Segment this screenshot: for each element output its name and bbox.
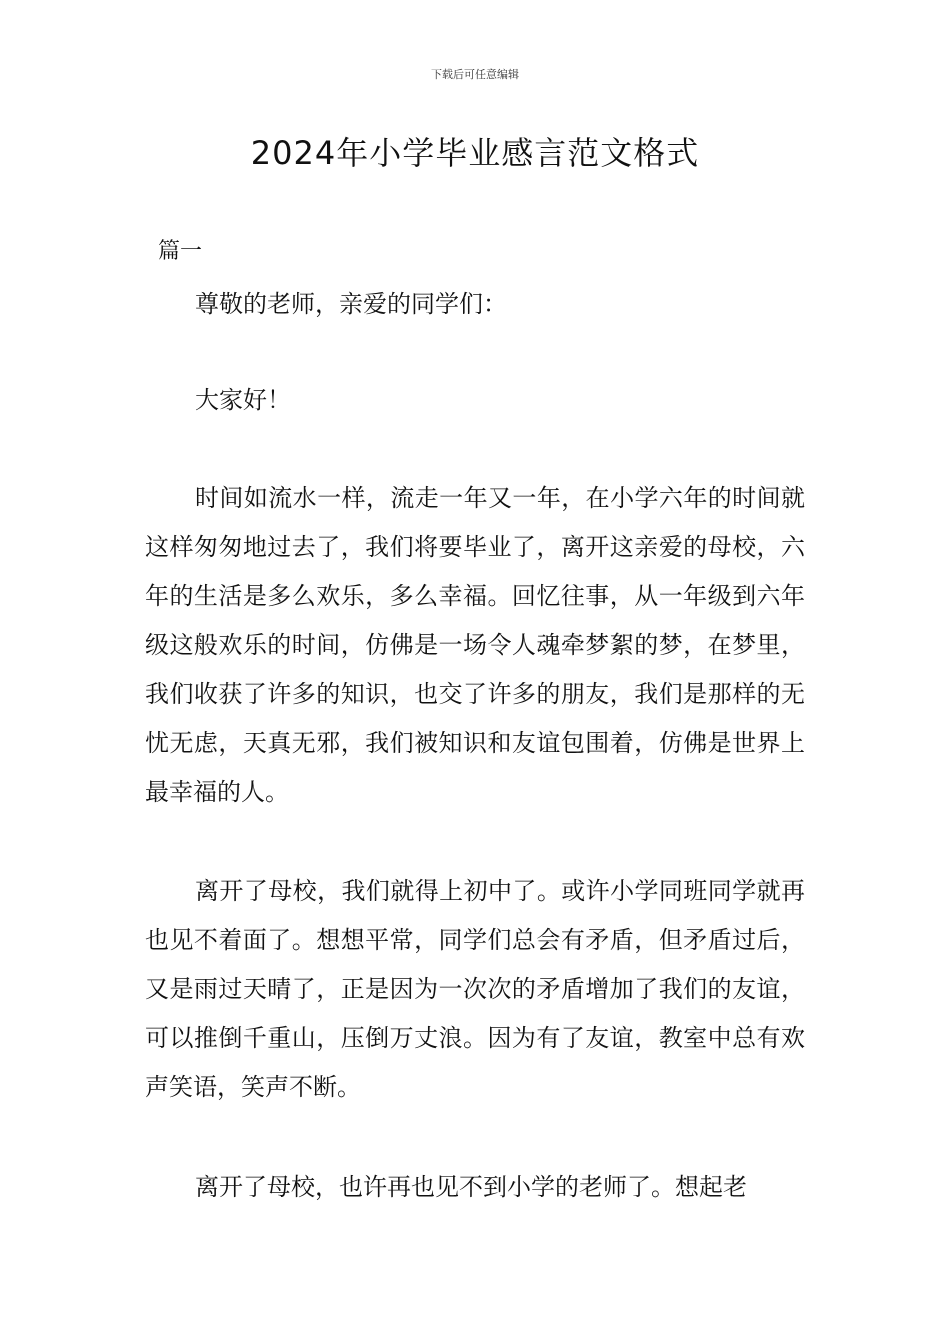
body-paragraph-2: 离开了母校，我们就得上初中了。或许小学同班同学就再也见不着面了。想想平常，同学们总会有矛盾，但矛盾过后，又是雨过天晴了，正是因为一次次的矛盾增加了我们的友谊，可以推倒千重山，压倒万丈浪。因为有了友谊，教室中总有欢声笑语，笑声不断。 xyxy=(145,877,805,1101)
greeting-paragraph: 大家好！ xyxy=(195,386,291,414)
section-label: 篇一 xyxy=(158,239,203,264)
salutation-paragraph: 尊敬的老师，亲爱的同学们： xyxy=(195,290,507,318)
document-title: 2024年小学毕业感言范文格式 xyxy=(250,134,700,172)
body-paragraph-3: 离开了母校，也许再也见不到小学的老师了。想起老 xyxy=(195,1173,747,1201)
header-note: 下载后可任意编辑 xyxy=(431,68,519,81)
body-paragraph-1: 时间如流水一样，流走一年又一年，在小学六年的时间就这样匆匆地过去了，我们将要毕业了，离开这亲爱的母校，六年的生活是多么欢乐，多么幸福。回忆往事，从一年级到六年级这般欢乐的时间，仿佛是一场令人魂牵梦絮的梦，在梦里，我们收获了许多的知识，也交了许多的朋友，我们是那样的无忧无虑，天真无邪，我们被知识和友谊包围着，仿佛是世界上最幸福的人。 xyxy=(145,484,805,806)
